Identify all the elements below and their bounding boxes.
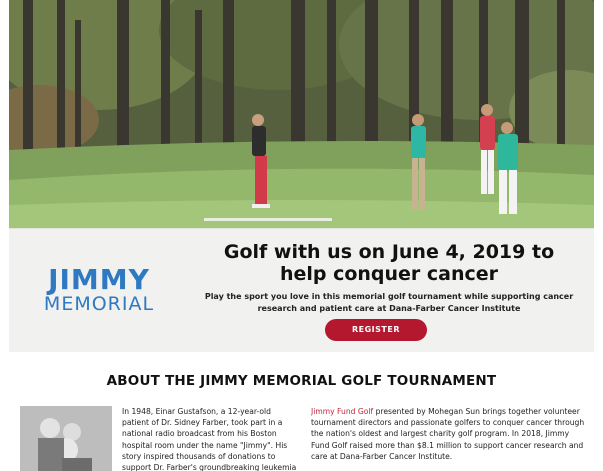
register-button[interactable]: REGISTER bbox=[325, 319, 427, 341]
logo-line-memorial: MEMORIAL bbox=[43, 293, 155, 315]
event-headline: Golf with us on June 4, 2019 to help conquer cancer bbox=[223, 241, 555, 285]
about-section-title: ABOUT THE JIMMY MEMORIAL GOLF TOURNAMENT bbox=[106, 373, 497, 389]
event-subline: Play the sport you love in this memorial golf tournament while supporting cancer research and patient care at Dana-Farber Cancer Institute bbox=[204, 292, 574, 313]
family-portrait-image bbox=[20, 406, 112, 471]
jimmy-fund-golf-link[interactable]: Jimmy Fund Golf bbox=[311, 407, 374, 416]
event-banner bbox=[9, 228, 594, 352]
about-history-text: In 1948, Einar Gustafson, a 12-year-old patient of Dr. Sidney Farber, took part in a national radio broadcast from his Boston hospital room under the name "Jimmy". His story inspired thousands of donations to support Dr. Farber's groundbreaking leukemia bbox=[122, 407, 297, 471]
family-photo bbox=[20, 406, 112, 471]
hero-photo bbox=[9, 0, 594, 228]
logo-line-jimmy: JIMMY bbox=[48, 263, 150, 296]
golf-course-illustration bbox=[9, 0, 594, 228]
jimmy-memorial-logo[interactable] bbox=[39, 263, 159, 317]
about-program-body: presented by Mohegan Sun brings together volunteer tournament directors and passionate golfers to conquer cancer through the nation's oldest and largest charity golf program. In 2018, Jimmy Fund Golf raised more than $8.1 million to support cancer research and care at Dana-Farber Cancer Institute. bbox=[311, 407, 585, 461]
about-program-text bbox=[311, 406, 587, 471]
